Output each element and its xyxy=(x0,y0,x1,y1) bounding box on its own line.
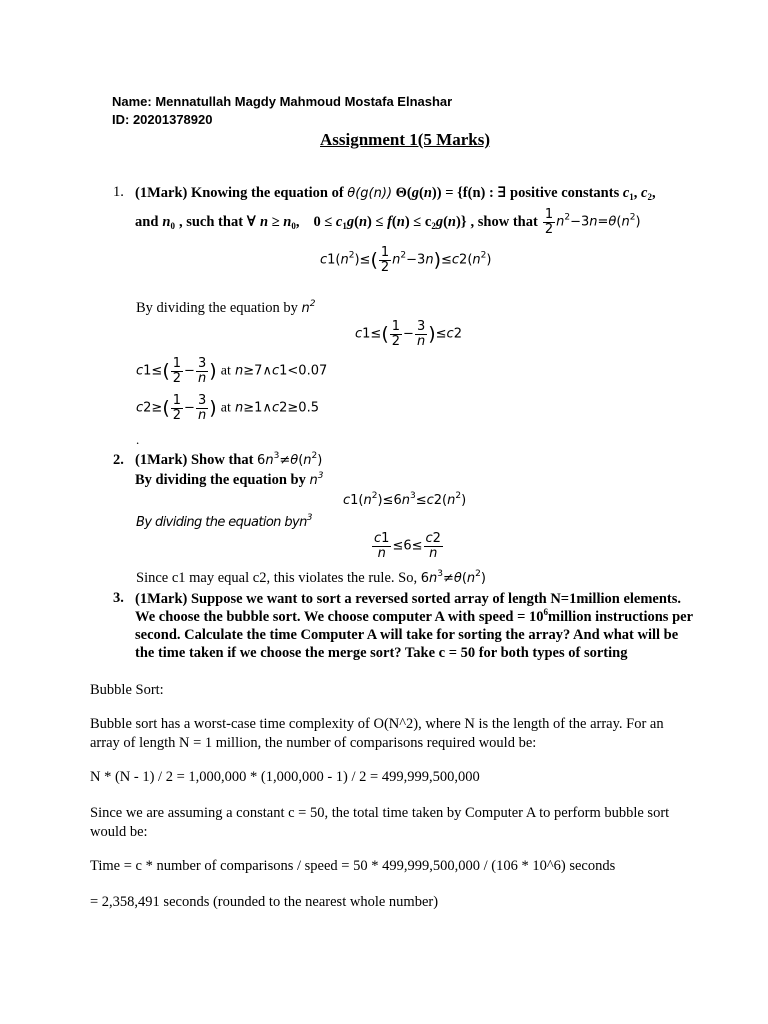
q3-exponent: 6 xyxy=(543,607,548,617)
q2-divided-ineq: $\frac{c1}{n}$ ≤6≤ $\frac{c2}{n}$ xyxy=(374,531,441,561)
q1-line2: and $n_0$ , such that ∀ $n \ge n_0$, $0 \le c_1g(n) \le f(n) \le c_2g(n)$} , show that $\frac{1}{2}$ $n^2-3n=\theta(n^2)$ xyxy=(135,207,641,237)
answer-p5: = 2,358,491 seconds (rounded to the nearest whole number) xyxy=(90,894,439,910)
q2-inequality: $c1(n^2)\le 6n^3\le c2(n^2)$ xyxy=(343,491,467,508)
answer-heading: Bubble Sort: xyxy=(90,682,164,698)
q3-text xyxy=(135,590,695,662)
q1-def: {f(n) : ∃ positive constants xyxy=(457,185,620,201)
q1-target-expr: $\frac{1}{2}$ $n^2-3n=\theta(n^2)$ xyxy=(544,207,641,237)
q2-mark: (1Mark) xyxy=(135,452,188,468)
q2-show: Show that xyxy=(190,452,254,468)
q1-dot: . xyxy=(136,432,140,447)
q1-constraint-open: 0 ≤ xyxy=(313,213,333,230)
assignment-title: Assignment 1(5 Marks) xyxy=(320,130,490,149)
answer-p1: Bubble sort has a worst-case time complexity of O(N^2), where N is the length of the array. For an array of length N = 1 million, the number of comparisons required would be: xyxy=(90,716,664,751)
q1-n-ge: n ≥ xyxy=(259,213,280,230)
q1-mark: (1Mark) xyxy=(135,185,188,201)
q1-intro: Knowing the equation of xyxy=(190,185,344,201)
q1-at-1: at xyxy=(220,363,231,379)
q1-and: and xyxy=(135,213,159,230)
q1-dividing-text: By dividing the equation by xyxy=(136,300,298,316)
q1-dividing-line: By dividing the equation by $n^2$ xyxy=(136,299,316,316)
q3-number: 3. xyxy=(113,590,124,606)
q1-c2-bound: c2≥( $\frac{1}{2}$ − $\frac{3}{n}$ ) at n≥1∧c2≥0.5 xyxy=(136,393,319,423)
q2-dividing-italic: By dividing the equation by xyxy=(136,515,300,530)
q1-at-2: at xyxy=(220,400,231,416)
answer-p2: N * (N - 1) / 2 = 1,000,000 * (1,000,000 - 1) / 2 = 499,999,500,000 xyxy=(90,769,480,785)
q1-c1-bound: c1≤( $\frac{1}{2}$ − $\frac{3}{n}$ ) at n≥7∧c1<0.07 xyxy=(136,356,328,386)
q1-show-that: , show that xyxy=(470,213,538,230)
q1-ineq2-tail: ≥0.5 xyxy=(287,400,319,416)
q2-line1: (1Mark) Show that $6n^3\ne\theta(n^2)$ xyxy=(135,451,323,468)
student-name: Name: Mennatullah Magdy Mahmoud Mostafa Elnashar xyxy=(112,94,453,109)
q1-line1: (1Mark) Knowing the equation of θ(g(n)) Θ(g(n)) = {f(n) : ∃ positive constants $c_1$, $c_2$, xyxy=(135,185,656,202)
q1-inequality: $c1(n^2)\le$( $\frac{1}{2}$ $n^2-3n)\le c2(n^2)$ xyxy=(320,245,492,275)
q1-number: 1. xyxy=(113,184,124,200)
q1-divided-ineq: c1≤( $\frac{1}{2}$ − $\frac{3}{n}$ )≤c2 xyxy=(355,319,462,349)
q3-text-b: million instructions per second. Calculate the time Computer A will take for sorting the array? And what will be the time taken if we choose the merge sort? Take c = 50 for both types of sorting xyxy=(135,609,693,661)
answer-p4: Time = c * number of comparisons / speed = 50 * 499,999,500,000 / (106 * 10^6) seconds xyxy=(90,858,616,874)
q3-text-a: (1Mark) Suppose we want to sort a reversed sorted array of length N=1million elements. We choose the bubble sort. We choose computer A with speed = 10 xyxy=(135,591,682,625)
q2-dividing-bold: By dividing the equation by xyxy=(135,472,306,488)
q2-conclusion: Since c1 may equal c2, this violates the rule. So, $6n^3\ne\theta(n^2)$ xyxy=(136,569,486,586)
student-id: ID: 20201378920 xyxy=(112,112,213,127)
q2-number: 2. xyxy=(113,452,124,468)
q2-since: Since c1 may equal c2, this violates the rule. So, xyxy=(136,570,418,586)
answer-p3: Since we are assuming a constant c = 50, the total time taken by Computer A to perform bubble sort would be: xyxy=(90,805,670,840)
theta-g-n: θ(g(n)) xyxy=(347,186,393,201)
q1-such-that: , such that ∀ xyxy=(178,214,256,231)
q1-ineq1-tail: <0.07 xyxy=(287,363,328,379)
q2-dividing-italic-line: By dividing the equation byn$^3$ xyxy=(136,513,312,530)
q2-line2: By dividing the equation by $n^3$ xyxy=(135,471,324,488)
